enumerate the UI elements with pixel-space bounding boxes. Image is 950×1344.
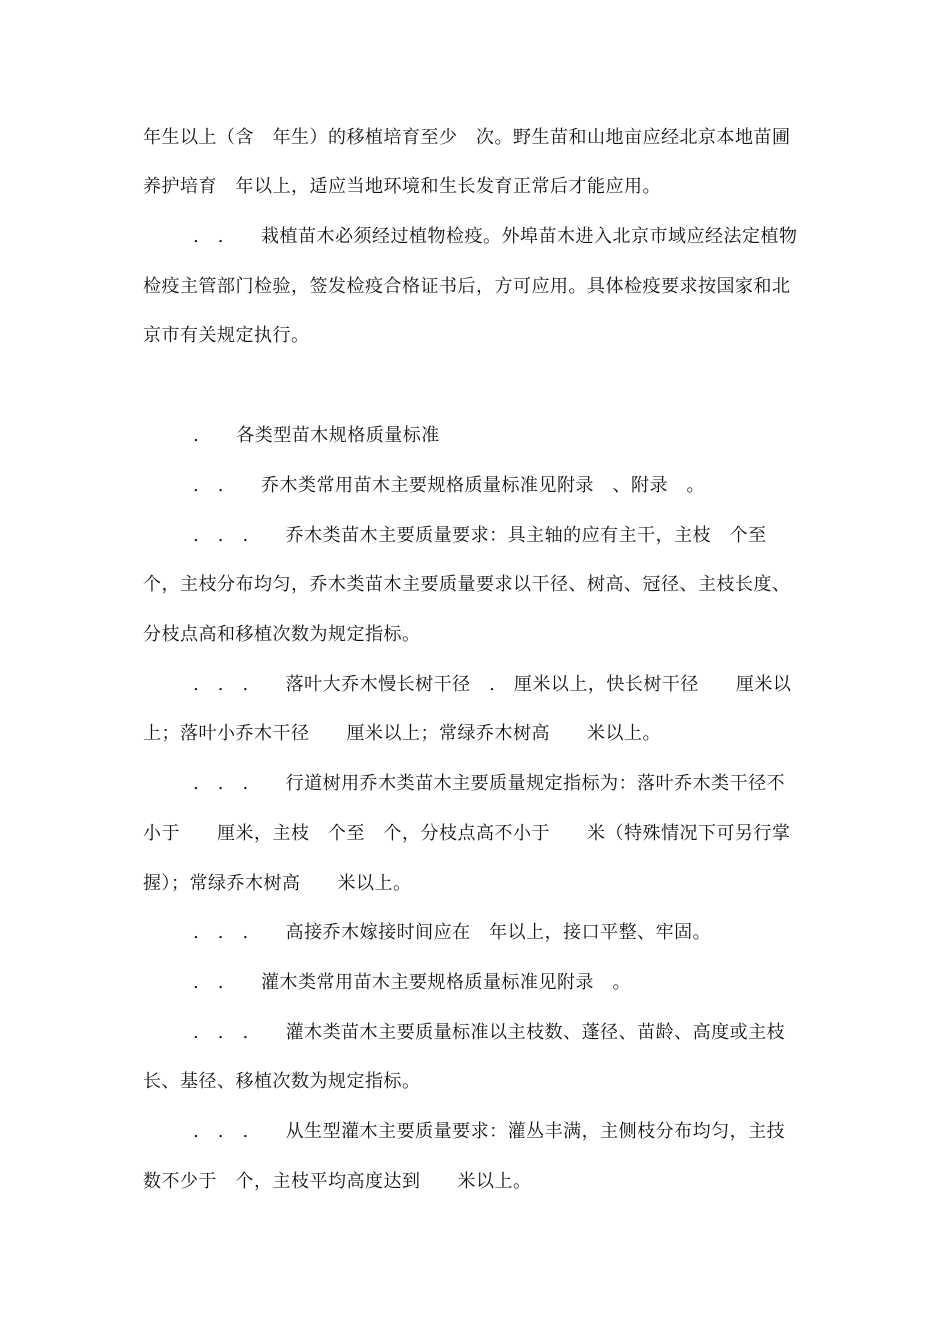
text-line: 京市有关规定执行。 <box>143 325 310 346</box>
text-line: 小于 厘米，主枝 个至 个，分枝点高不小于 米（特殊情况下可另行掌 <box>143 823 791 844</box>
text-line: 长、基径、移植次数为规定指标。 <box>143 1071 421 1092</box>
text-line: 上；落叶小乔木干径 厘米以上；常绿乔木树高 米以上。 <box>143 723 661 744</box>
text-line: 养护培育 年以上，适应当地环境和生长发育正常后才能应用。 <box>143 176 661 197</box>
text-line: . . . 高接乔木嫁接时间应在 年以上，接口平整、牢固。 <box>193 922 712 943</box>
text-line: . . . 行道树用乔木类苗木主要质量规定指标为：落叶乔木类干径不 <box>193 773 786 794</box>
text-line: . . . 从生型灌木主要质量要求：灌丛丰满，主侧枝分布均匀，主技 <box>193 1121 786 1142</box>
text-line: 握）；常绿乔木树高 米以上。 <box>143 873 412 894</box>
text-line: . . . 乔木类苗木主要质量要求：具主轴的应有主干，主枝 个至 <box>193 525 767 546</box>
text-line: 年生以上（含 年生）的移植培育至少 次。野生苗和山地亩应经北京本地苗圃 <box>143 127 791 148</box>
text-line: . . . 灌木类苗木主要质量标准以主枝数、蓬径、苗龄、高度或主枝 <box>193 1022 786 1043</box>
text-line: 数不少于 个，主枝平均高度达到 米以上。 <box>143 1171 532 1192</box>
text-line: . . . 落叶大乔木慢长树干径 . 厘米以上，快长树干径 厘米以 <box>193 674 792 695</box>
text-line: . . 乔木类常用苗木主要规格质量标准见附录 、附录 。 <box>193 475 705 496</box>
text-line: . . 灌木类常用苗木主要规格质量标准见附录 。 <box>193 972 631 993</box>
text-line: 分枝点高和移植次数为规定指标。 <box>143 624 421 645</box>
text-line: 检疫主管部门检验，签发检疫合格证书后，方可应用。具体检疫要求按国家和北 <box>143 276 791 297</box>
text-line: . . 栽植苗木必须经过植物检疫。外埠苗木进入北京市域应经法定植物 <box>193 226 798 247</box>
text-line: 个，主枝分布均匀，乔木类苗木主要质量要求以干径、树高、冠径、主枝长度、 <box>143 574 791 595</box>
section-heading: . 各类型苗木规格质量标准 <box>193 425 440 446</box>
